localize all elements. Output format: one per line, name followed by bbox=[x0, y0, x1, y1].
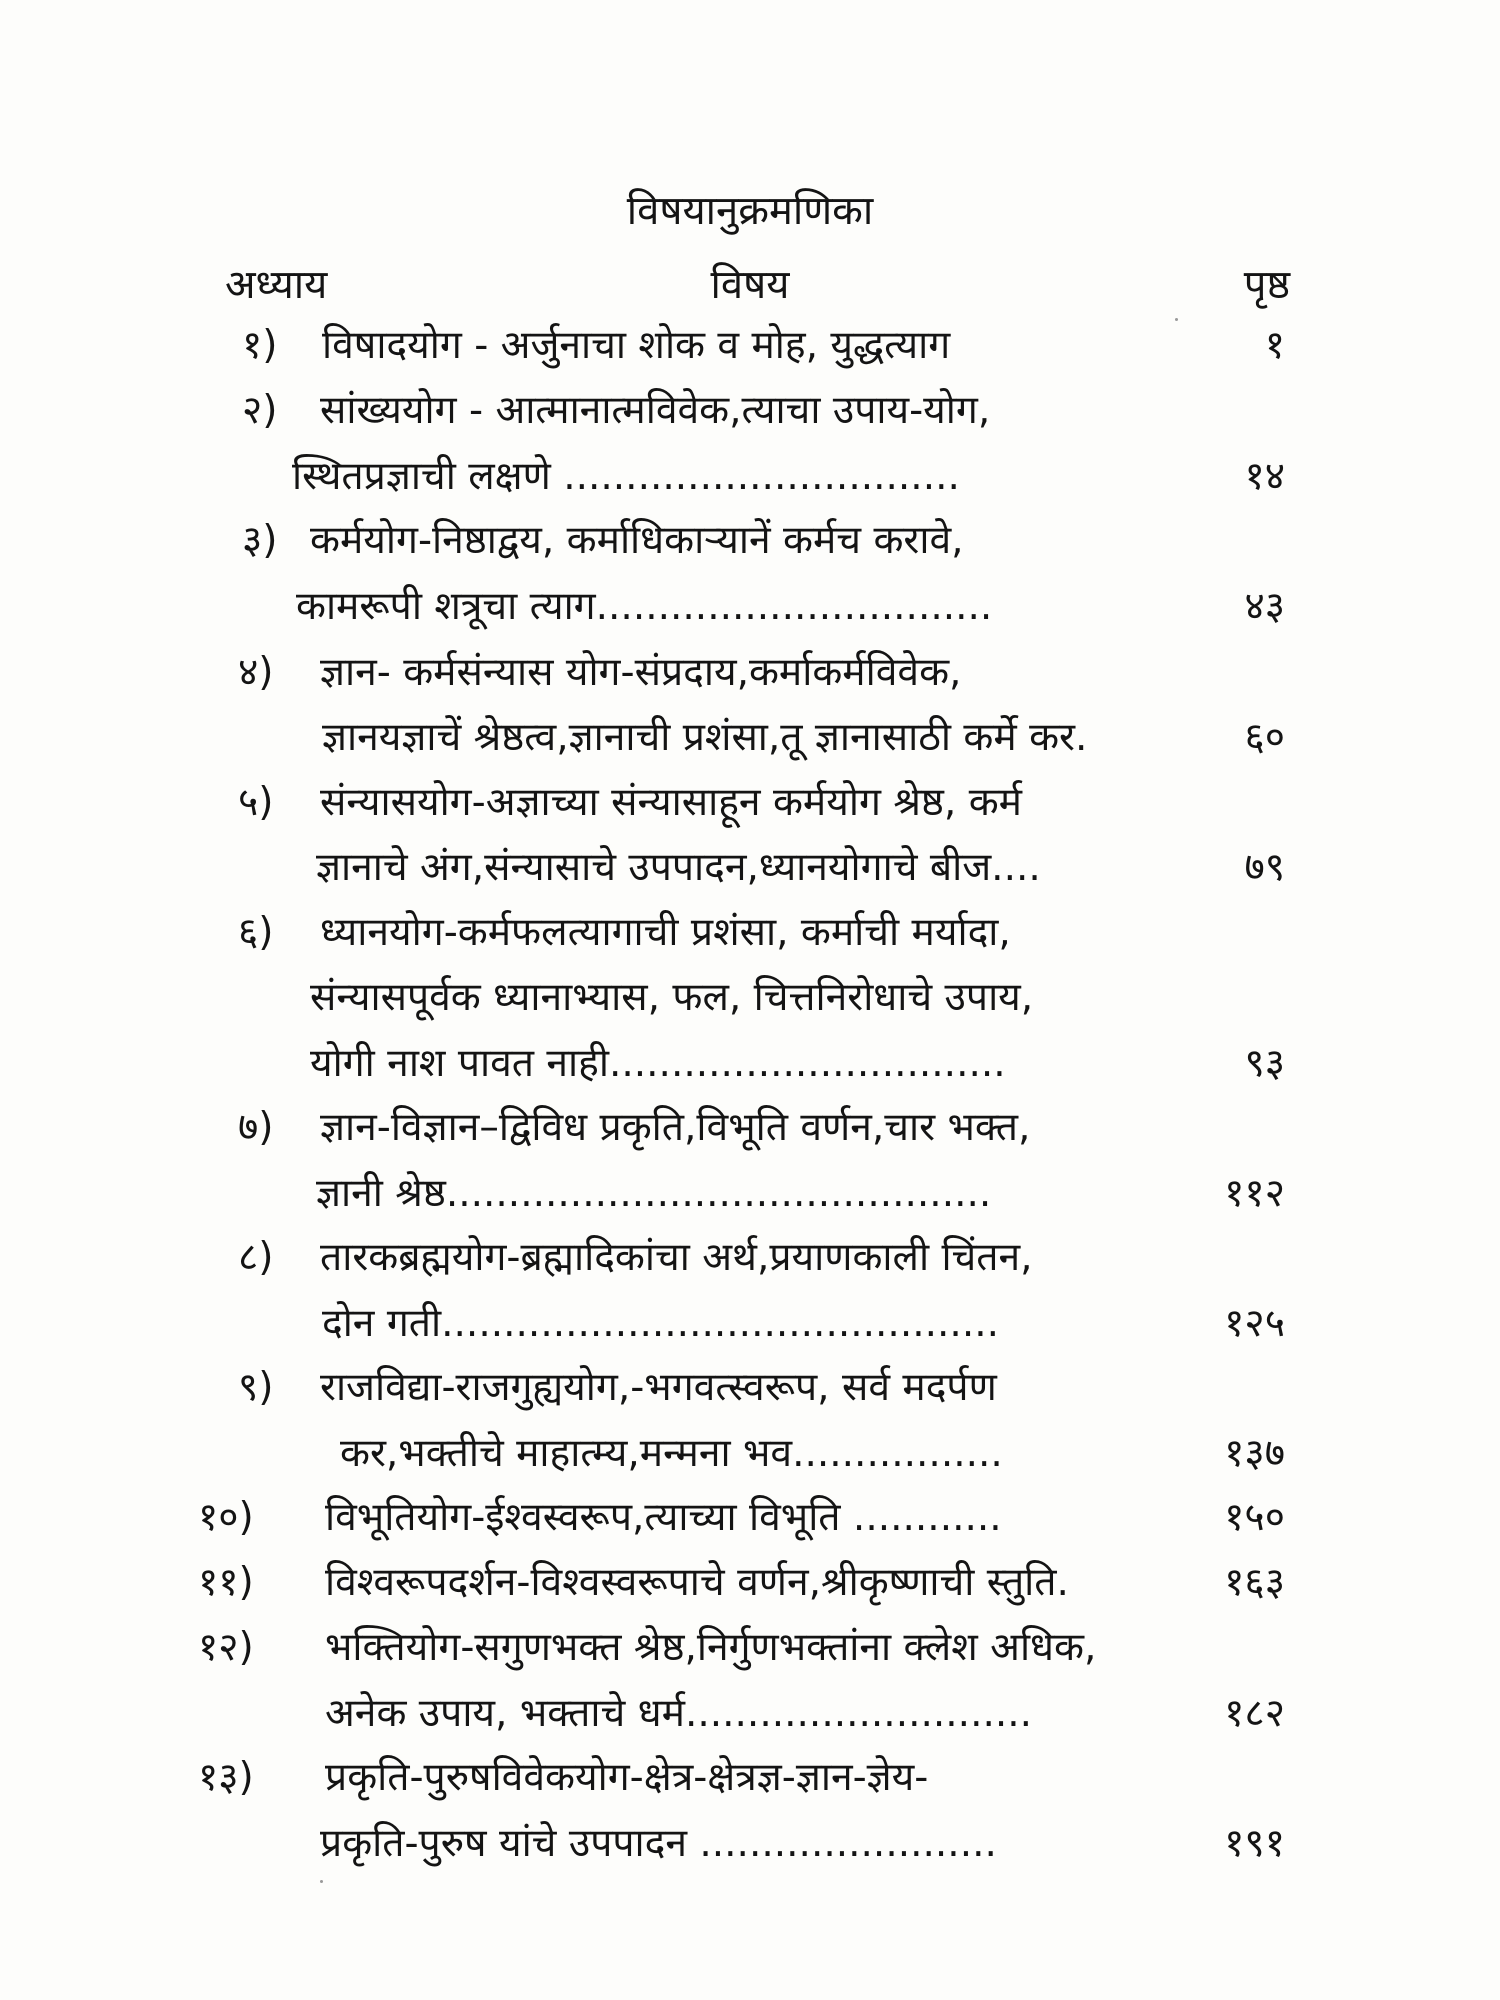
toc-entry-line bbox=[0, 1816, 1500, 1872]
chapter-subject-text: ज्ञान- कर्मसंन्यास योग-संप्रदाय,कर्माकर्मविवेक, bbox=[320, 650, 962, 695]
toc-entry-line bbox=[0, 1620, 1500, 1676]
toc-entry-line bbox=[0, 645, 1500, 701]
chapter-subject-text: ध्यानयोग-कर्मफलत्यागाची प्रशंसा, कर्माची मर्यादा, bbox=[320, 910, 1011, 955]
page-number: १८२ bbox=[1224, 1691, 1285, 1736]
toc-entry-line bbox=[0, 318, 1500, 374]
chapter-number: १०) bbox=[198, 1495, 254, 1540]
chapter-subject-text: प्रकृति-पुरुषविवेकयोग-क्षेत्र-क्षेत्रज्ञ-ज्ञान-ज्ञेय- bbox=[325, 1755, 929, 1800]
chapter-number: ८) bbox=[238, 1235, 274, 1280]
page-number: ४३ bbox=[1244, 584, 1285, 629]
toc-entry-line bbox=[0, 1296, 1500, 1352]
chapter-number: ११) bbox=[198, 1560, 254, 1605]
chapter-subject-text: ज्ञानी श्रेष्ठ............................................ bbox=[316, 1171, 992, 1216]
chapter-subject-text: भक्तियोग-सगुणभक्त श्रेष्ठ,निर्गुणभक्तांना क्लेश अधिक, bbox=[325, 1625, 1097, 1670]
toc-entry-line bbox=[0, 1230, 1500, 1286]
chapter-subject-text: दोन गती............................................. bbox=[322, 1301, 1000, 1346]
chapter-subject-text: संन्यासपूर्वक ध्यानाभ्यास, फल, चित्तनिरोधाचे उपाय, bbox=[310, 975, 1034, 1020]
chapter-number: ९) bbox=[238, 1365, 274, 1410]
chapter-subject-text: स्थितप्रज्ञाची लक्षणे ................................ bbox=[292, 454, 960, 499]
toc-entry-line bbox=[0, 1686, 1500, 1742]
toc-entry-line bbox=[0, 1036, 1500, 1092]
chapter-number: ४) bbox=[238, 650, 274, 695]
chapter-subject-text: योगी नाश पावत नाही................................ bbox=[310, 1041, 1006, 1086]
page-title: विषयानुक्रमणिका bbox=[626, 188, 874, 234]
column-header-page: पृष्ठ bbox=[1243, 262, 1290, 308]
toc-entry-line bbox=[0, 1555, 1500, 1611]
chapter-subject-text: विभूतियोग-ईश्वस्वरूप,त्याच्या विभूति ............ bbox=[325, 1495, 1002, 1540]
toc-entry-line bbox=[0, 1490, 1500, 1546]
paper-speck bbox=[1175, 318, 1178, 321]
chapter-subject-text: अनेक उपाय, भक्ताचे धर्म............................ bbox=[325, 1691, 1033, 1736]
column-header-subject: विषय bbox=[710, 262, 790, 308]
toc-entry-line bbox=[0, 1360, 1500, 1416]
page-number: १ bbox=[1264, 323, 1285, 368]
chapter-subject-text: सांख्ययोग - आत्मानात्मविवेक,त्याचा उपाय-योग, bbox=[320, 388, 991, 433]
toc-entry-line bbox=[0, 383, 1500, 439]
page-number: ७९ bbox=[1244, 845, 1285, 890]
toc-entry-line bbox=[0, 1100, 1500, 1156]
chapter-subject-text: ज्ञानयज्ञाचें श्रेष्ठत्व,ज्ञानाची प्रशंसा,तू ज्ञानासाठी कर्मे कर. bbox=[322, 715, 1088, 760]
page-number: १२५ bbox=[1224, 1301, 1285, 1346]
chapter-subject-text: प्रकृति-पुरुष यांचे उपपादन ........................ bbox=[320, 1821, 997, 1866]
toc-entry-line bbox=[0, 1426, 1500, 1482]
toc-entry-line bbox=[0, 513, 1500, 569]
toc-entry-line bbox=[0, 579, 1500, 635]
chapter-subject-text: विषादयोग - अर्जुनाचा शोक व मोह, युद्धत्याग bbox=[322, 323, 951, 368]
chapter-number: ७) bbox=[238, 1105, 274, 1150]
column-header-chapter: अध्याय bbox=[225, 262, 328, 308]
chapter-number: ३) bbox=[242, 518, 278, 563]
chapter-number: १२) bbox=[198, 1625, 254, 1670]
page-number: १६३ bbox=[1224, 1560, 1285, 1605]
toc-entry-line bbox=[0, 775, 1500, 831]
chapter-number: २) bbox=[242, 388, 278, 433]
toc-entry-line bbox=[0, 840, 1500, 896]
chapter-subject-text: कामरूपी शत्रूचा त्याग................................ bbox=[296, 584, 993, 629]
page-number: ९३ bbox=[1244, 1041, 1285, 1086]
page-number: ६० bbox=[1244, 715, 1285, 760]
page-number: १४ bbox=[1244, 454, 1285, 499]
chapter-number: १) bbox=[242, 323, 278, 368]
paper-speck bbox=[320, 1880, 323, 1883]
chapter-subject-text: ज्ञान-विज्ञान–द्विविध प्रकृति,विभूति वर्णन,चार भक्त, bbox=[320, 1105, 1031, 1150]
page-number: ११२ bbox=[1224, 1171, 1285, 1216]
chapter-subject-text: विश्वरूपदर्शन-विश्वस्वरूपाचे वर्णन,श्रीकृष्णाची स्तुति. bbox=[325, 1560, 1069, 1605]
chapter-number: ६) bbox=[238, 910, 274, 955]
page-number: १९१ bbox=[1224, 1821, 1285, 1866]
chapter-subject-text: तारकब्रह्मयोग-ब्रह्मादिकांचा अर्थ,प्रयाणकाली चिंतन, bbox=[320, 1235, 1033, 1280]
toc-entry-line bbox=[0, 905, 1500, 961]
page-number: १३७ bbox=[1224, 1431, 1285, 1476]
toc-entry-line bbox=[0, 1750, 1500, 1806]
toc-entry-line bbox=[0, 710, 1500, 766]
toc-entry-line bbox=[0, 449, 1500, 505]
chapter-subject-text: राजविद्या-राजगुह्ययोग,-भगवत्स्वरूप, सर्व मदर्पण bbox=[320, 1365, 997, 1410]
chapter-subject-text: संन्यासयोग-अज्ञाच्या संन्यासाहून कर्मयोग श्रेष्ठ, कर्म bbox=[320, 780, 1022, 825]
chapter-number: १३) bbox=[198, 1755, 254, 1800]
chapter-subject-text: ज्ञानाचे अंग,संन्यासाचे उपपादन,ध्यानयोगाचे बीज.... bbox=[316, 845, 1041, 890]
toc-entry-line bbox=[0, 1166, 1500, 1222]
chapter-subject-text: कर्मयोग-निष्ठाद्वय, कर्माधिकाऱ्यानें कर्मच करावे, bbox=[310, 518, 964, 563]
chapter-number: ५) bbox=[238, 780, 274, 825]
page-number: १५० bbox=[1224, 1495, 1285, 1540]
chapter-subject-text: कर,भक्तीचे माहात्म्य,मन्मना भव................. bbox=[340, 1431, 1003, 1476]
toc-entry-line bbox=[0, 970, 1500, 1026]
